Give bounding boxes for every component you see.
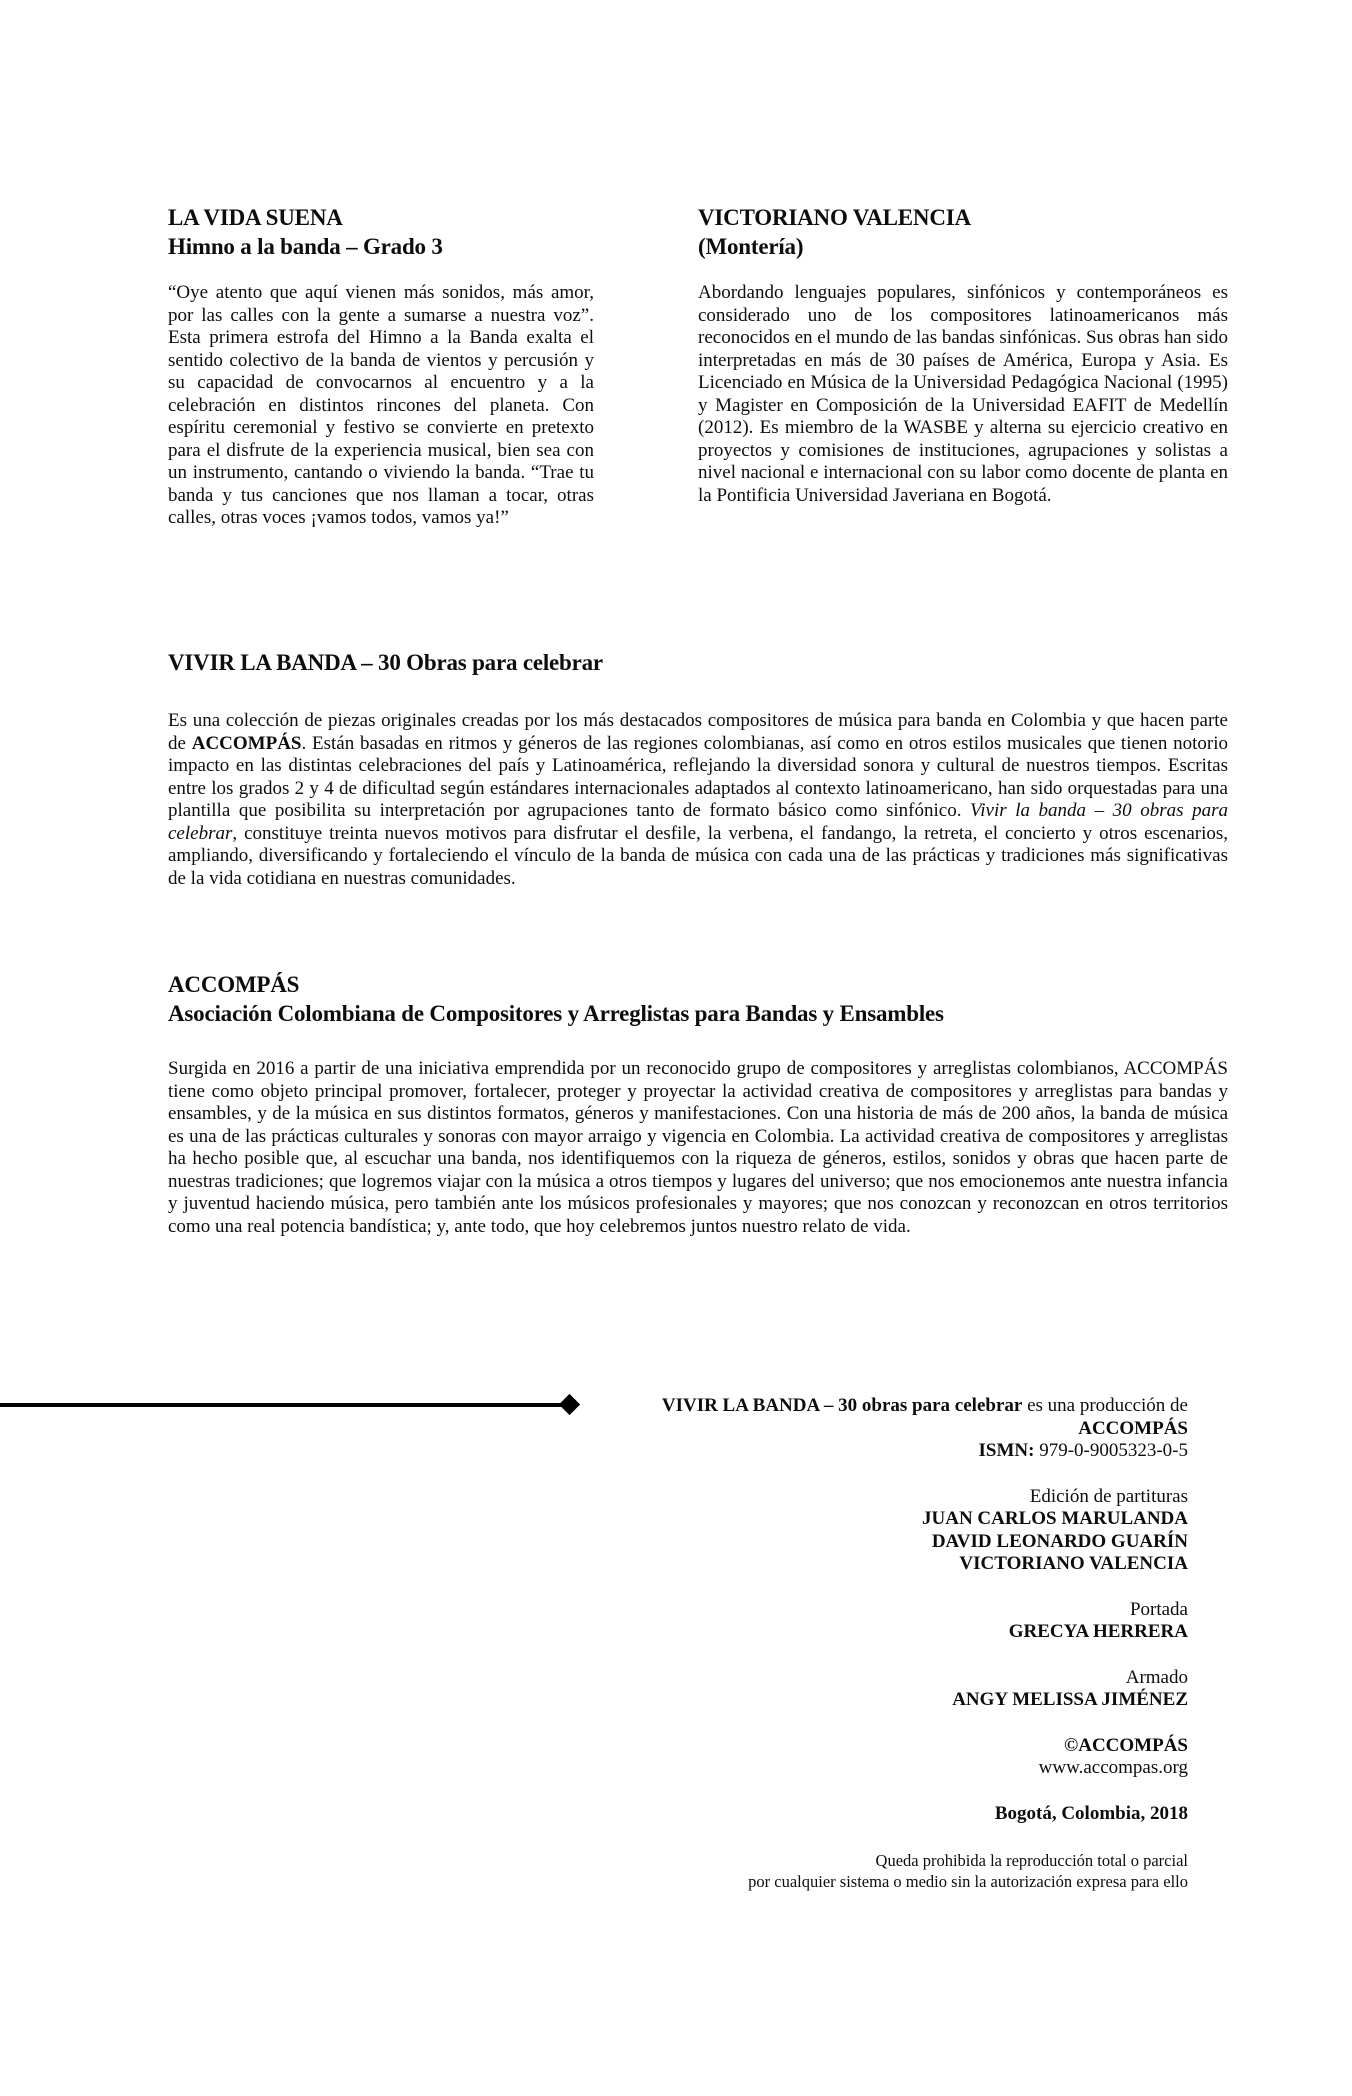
work-description: “Oye atento que aquí vienen más sonidos, más amor, por las calles con la gente a sumarse a nuestra voz”. Esta primera estrofa del Himno a la Banda exalta el sentido colectivo de la banda de vientos y percusión y su capacidad de convocarnos al encuentro y a la celebración en distintos rincones del planeta. Con espíritu ceremonial y festivo se convierte en pretexto para el disfrute de la experiencia musical, bien sea con un instrumento, cantando o viviendo la banda. “Trae tu banda y tus canciones que nos llaman a tocar, otras calles, otras voces ¡vamos todos, vamos ya!”	[168, 282, 594, 528]
ismn-value: 979-0-9005323-0-5	[1034, 1440, 1188, 1461]
ismn-label: ISMN:	[978, 1440, 1035, 1461]
association-description: Surgida en 2016 a partir de una iniciativa emprendida por un reconocido grupo de compositores y arreglistas colombianos, ACCOMPÁS tiene como objeto principal promover, fortalecer, proteger y proyectar la actividad creativa de compositores y arreglistas para bandas y ensambles, y de la música en sus distintos formatos, géneros y manifestaciones. Con una historia de más de 200 años, la banda de música es una de las prácticas culturales y sonoras con mayor arraigo y vigencia en Colombia. La actividad creativa de compositores y arreglistas ha hecho posible que, al escuchar una banda, nos identifiquemos con la riqueza de géneros, estilos, sonidos y obras que hacen parte de nuestras tradiciones; que logremos viajar con la música a otros tiempos y lugares del universo; que nos emocionemos ante nuestra infancia y juventud haciendo música, pero también ante los músicos profesionales y mayores; que nos conozcan y reconozcan en otros territorios como una real potencia bandística; y, ante todo, que hoy celebremos juntos nuestro relato de vida.	[168, 1058, 1228, 1237]
credit-role: Armado	[1125, 1666, 1188, 1688]
colophon	[168, 1395, 1188, 1892]
credit-role: Edición de partituras	[1029, 1485, 1188, 1507]
legal-notice	[168, 1851, 1188, 1892]
producer-name: ACCOMPÁS	[1078, 1417, 1188, 1439]
collection-text-part: . Están basadas en ritmos y géneros de las regiones colombianas, así como en otros estilos musicales que tienen notorio impacto en las distintas celebraciones del país y Latinoamérica, reflejando la diversidad sonora y cultural de nuestros tiempos. Escritas entre los grados 2 y 4 de dificultad según estándares internacionales adaptados al contexto latinoamericano, han sido orquestadas para una plantilla que posibilita su interpretación por agrupaciones tanto de formato básico como sinfónico.	[168, 732, 1228, 821]
work-article	[168, 203, 594, 530]
collection-description	[168, 710, 1228, 890]
credit-name: DAVID LEONARDO GUARÍN	[931, 1530, 1188, 1552]
composer-city: (Montería)	[698, 234, 804, 259]
association-fullname: Asociación Colombiana de Compositores y Arreglistas para Bandas y Ensambles	[168, 1001, 944, 1026]
association-section	[168, 970, 1228, 1238]
collection-title: VIVIR LA BANDA – 30 Obras para celebrar	[168, 650, 603, 675]
association-acronym: ACCOMPÁS	[168, 972, 300, 997]
composer-article	[698, 203, 1228, 530]
credit-name: JUAN CARLOS MARULANDA	[922, 1508, 1188, 1529]
collection-text-part-bold: ACCOMPÁS	[191, 732, 302, 754]
credit-group-layout	[168, 1667, 1188, 1712]
collection-text-part: , constituye treinta nuevos motivos para disfrutar el desfile, la verbena, el fandango, la retreta, el concierto y otros escenarios, ampliando, diversificando y fortaleciendo el vínculo de la banda de música con cada una de las prácticas y tradiciones más significativas de la vida cotidiana en nuestras comunidades.	[168, 822, 1228, 889]
city-year: Bogotá, Colombia, 2018	[994, 1802, 1188, 1824]
credit-group-edition	[168, 1486, 1188, 1576]
credit-group-cover	[168, 1599, 1188, 1644]
composer-name: VICTORIANO VALENCIA	[698, 205, 971, 230]
legal-line: Queda prohibida la reproducción total o parcial	[875, 1851, 1188, 1870]
copyright-group	[168, 1735, 1188, 1780]
website-text: www.accompas.org	[1038, 1757, 1188, 1778]
production-title: VIVIR LA BANDA – 30 obras para celebrar	[661, 1395, 1023, 1416]
credit-name: GRECYA HERRERA	[1008, 1621, 1188, 1642]
work-subtitle: Himno a la banda – Grado 3	[168, 234, 443, 259]
ismn-line	[168, 1440, 1188, 1463]
work-title: LA VIDA SUENA	[168, 205, 343, 230]
collection-text-part-italic: Vivir la banda – 30 obras para celebrar	[168, 800, 1228, 844]
credit-name: ANGY MELISSA JIMÉNEZ	[952, 1689, 1188, 1710]
copyright-holder: ©ACCOMPÁS	[1064, 1734, 1188, 1756]
production-rest: es una producción de	[1022, 1395, 1188, 1416]
collection-section	[168, 648, 1228, 890]
legal-line: por cualquier sistema o medio sin la autorización expresa para ello	[748, 1871, 1188, 1891]
production-line	[168, 1395, 1188, 1418]
top-section	[168, 203, 1228, 530]
composer-bio: Abordando lenguajes populares, sinfónicos y contemporáneos es considerado uno de los compositores latinoamericanos más reconocidos en el mundo de las bandas sinfónicas. Sus obras han sido interpretadas en más de 30 países de América, Europa y Asia. Es Licenciado en Música de la Universidad Pedagógica Nacional (1995) y Magister en Composición de la Universidad EAFIT de Medellín (2012). Es miembro de la WASBE y alterna su ejercicio creativo en proyectos y comisiones de instituciones, agrupaciones y solistas a nivel nacional e internacional con su labor como docente de planta en la Pontificia Universidad Javeriana en Bogotá.	[698, 282, 1228, 506]
credit-name: VICTORIANO VALENCIA	[959, 1553, 1188, 1574]
credit-role: Portada	[1129, 1598, 1188, 1620]
collection-text-part: Es una colección de piezas originales creadas por los más destacados compositores de música para banda en Colombia y que hacen parte de	[168, 710, 1228, 754]
